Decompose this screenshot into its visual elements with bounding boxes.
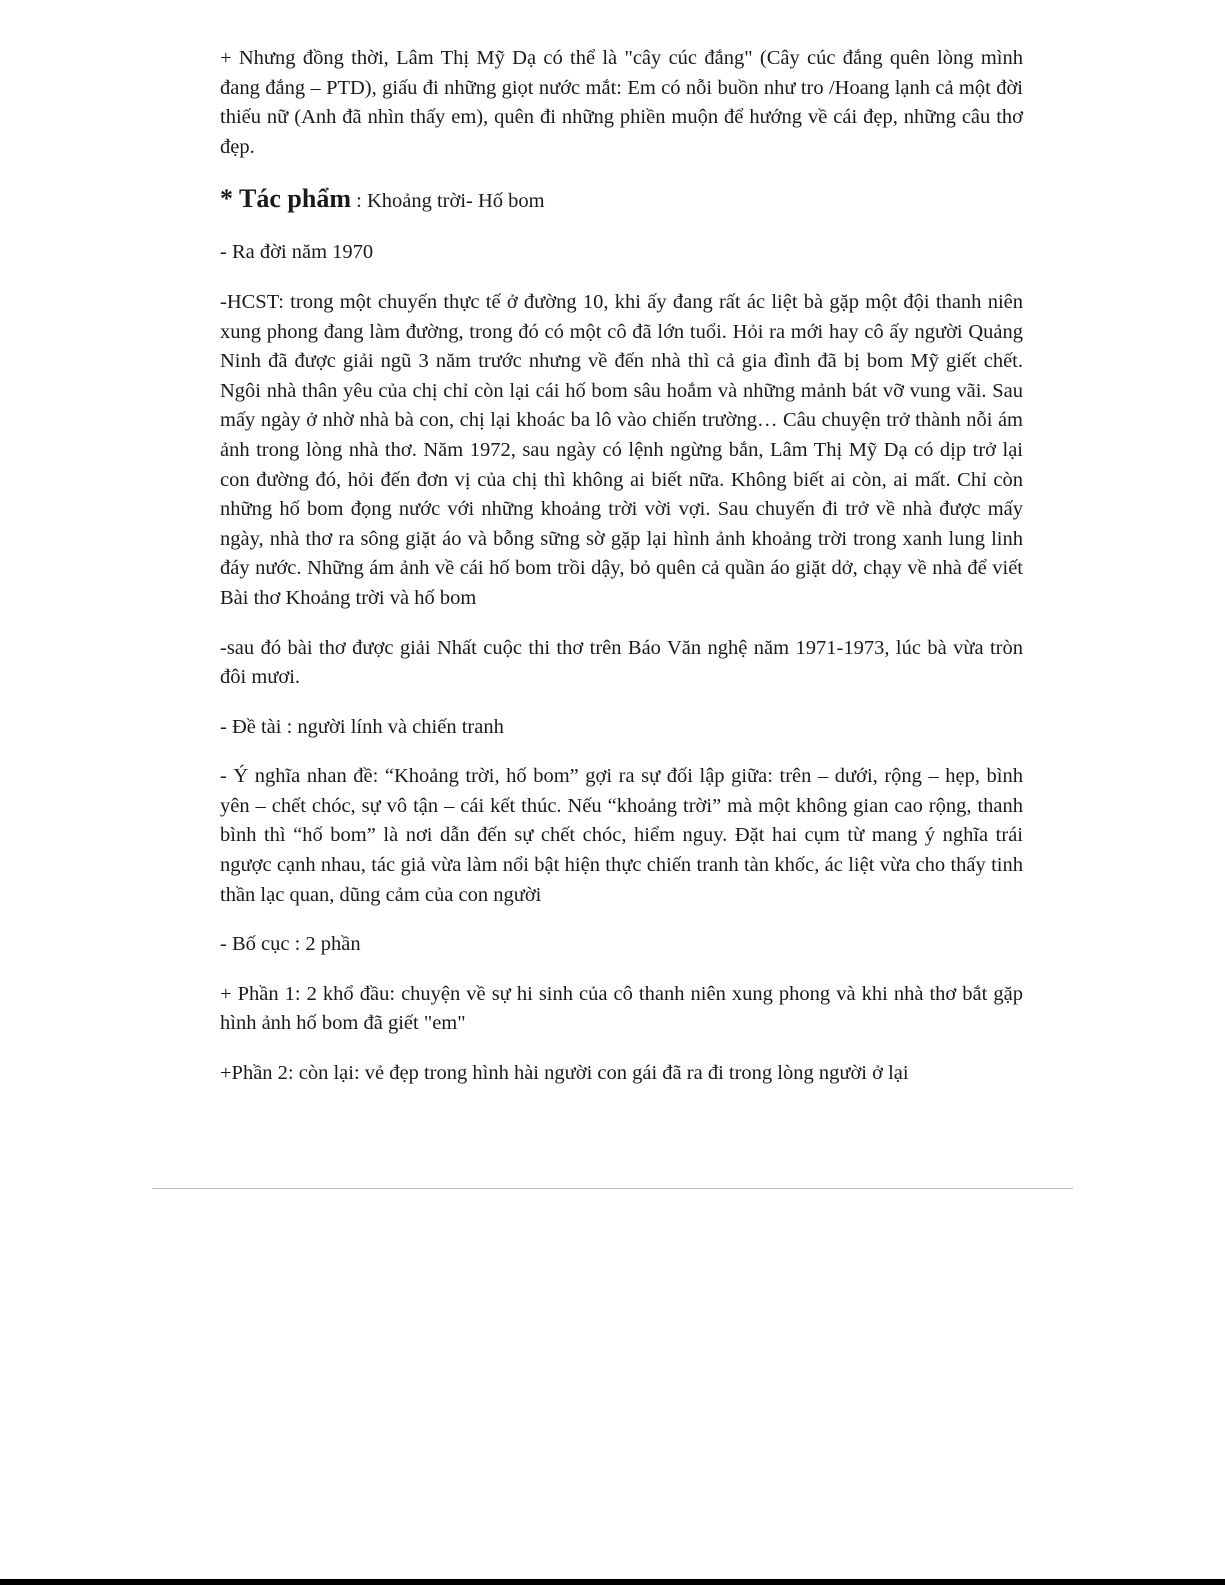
paragraph-part-2: +Phần 2: còn lại: vẻ đẹp trong hình hài người con gái đã ra đi trong lòng người ở lại — [220, 1062, 909, 1085]
heading-title: : Khoảng trời- Hố bom — [351, 190, 545, 213]
paragraph-year: - Ra đời năm 1970 — [220, 241, 374, 264]
paragraph-theme: - Đề tài : người lính và chiến tranh — [220, 715, 504, 738]
paragraph-title-meaning: - Ý nghĩa nhan đề: “Khoảng trời, hố bom” gợi ra sự đối lập giữa: trên – dưới, rộng – hẹp, bình yên – chết chóc, sự vô tận – cái kết thúc. Nếu “khoảng trời” mà một không gian cao rộng, thanh bình thì “hố bom” là nơi dẫn đến sự chết chóc, hiểm nguy. Đặt hai cụm từ mang ý nghĩa trái ngược cạnh nhau, tác giả vừa làm nổi bật hiện thực chiến tranh tàn khốc, ác liệt vừa cho thấy tinh thần lạc quan, dũng cảm của con người — [220, 765, 1023, 906]
paragraph-poet-character: + Nhưng đồng thời, Lâm Thị Mỹ Dạ có thể là "cây cúc đắng" (Cây cúc đắng quên lòng mình đang đắng – PTD), giấu đi những giọt nước mắt: Em có nỗi buồn như tro /Hoang lạnh cả một đời thiếu nữ (Anh đã nhìn thấy em), quên đi những phiền muộn để hướng về cái đẹp, những câu thơ đẹp. — [220, 47, 1023, 158]
document-body — [220, 44, 1023, 1109]
paragraph-composition-context: -HCST: trong một chuyến thực tế ở đường 10, khi ấy đang rất ác liệt bà gặp một đội thanh niên xung phong đang làm đường, trong đó có một cô đã lớn tuổi. Hỏi ra mới hay cô ấy người Quảng Ninh đã được giải ngũ 3 năm trước nhưng về đến nhà thì cả gia đình đã bị bom Mỹ giết chết. Ngôi nhà thân yêu của chị chỉ còn lại cái hố bom sâu hoắm và những mảnh bát vỡ vung vãi. Sau mấy ngày ở nhờ nhà bà con, chị lại khoác ba lô vào chiến trường… Câu chuyện trở thành nỗi ám ảnh trong lòng nhà thơ. Năm 1972, sau ngày có lệnh ngừng bắn, Lâm Thị Mỹ Dạ có dịp trở lại con đường đó, hỏi đến đơn vị của chị thì không ai biết nữa. Không biết ai còn, ai mất. Chỉ còn những hố bom đọng nước với những khoảng trời vời vợi. Sau chuyến đi trở về nhà được mấy ngày, nhà thơ ra sông giặt áo và bỗng sững sờ gặp lại hình ảnh khoảng trời trong xanh lung linh đáy nước. Những ám ảnh về cái hố bom trồi dậy, bỏ quên cả quần áo giặt dở, chạy về nhà để viết Bài thơ Khoảng trời và hố bom — [220, 290, 1023, 609]
section-heading-work — [220, 182, 1023, 218]
paragraph-award: -sau đó bài thơ được giải Nhất cuộc thi thơ trên Báo Văn nghệ năm 1971-1973, lúc bà vừa tròn đôi mươi. — [220, 636, 1023, 689]
bottom-edge-bar — [0, 1579, 1225, 1585]
paragraph-structure: - Bố cục : 2 phần — [220, 933, 361, 956]
heading-label: * Tác phẩm — [220, 184, 351, 214]
paragraph-part-1: + Phần 1: 2 khổ đầu: chuyện về sự hi sinh của cô thanh niên xung phong và khi nhà thơ bắt gặp hình ảnh hố bom đã giết "em" — [220, 982, 1023, 1035]
page-separator-line — [152, 1188, 1073, 1189]
